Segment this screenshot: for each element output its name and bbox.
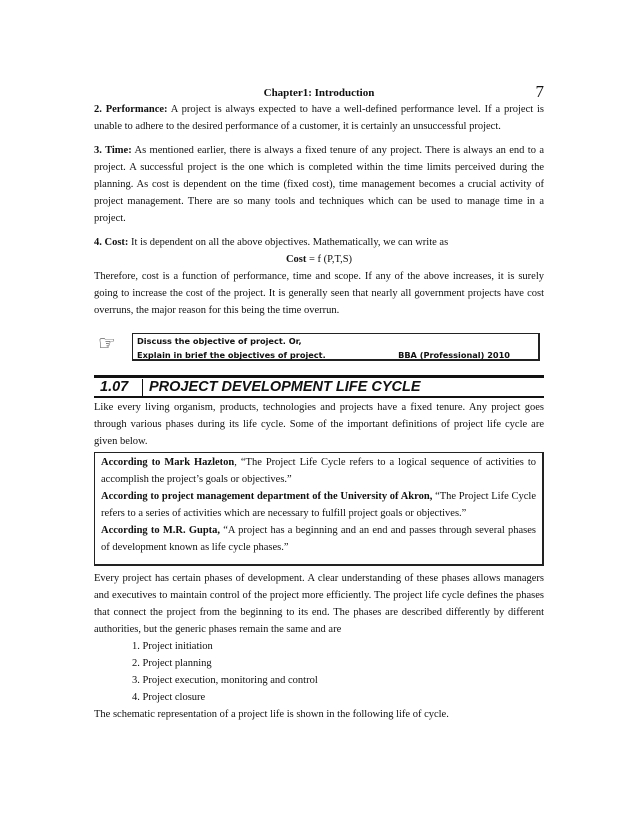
cost-text: It is dependent on all the above objectives. Mathematically, we can write as bbox=[128, 237, 449, 248]
question-line-1: Discuss the objective of project. Or, bbox=[137, 336, 302, 346]
definition-item bbox=[101, 522, 536, 556]
phases-intro: Every project has certain phases of development. A clear understanding of these phases allows managers and executives to maintain control of the project more efficiently. The project life cycle defines the phases that connect the project from the beginning to its end. The phases are described differently by different authorities, but the generic phases remain the same and are bbox=[94, 573, 544, 635]
list-item: 3. Project execution, monitoring and control bbox=[132, 675, 318, 686]
performance-paragraph bbox=[94, 101, 544, 135]
list-item: 1. Project initiation bbox=[132, 641, 213, 652]
section-rule-top bbox=[94, 375, 544, 378]
phases-list bbox=[94, 638, 544, 706]
objectives-block bbox=[94, 101, 544, 319]
cost-followup-paragraph: Therefore, cost is a function of performance, time and scope. If any of the above increases, it is surely going to increase the cost of the project. It is generally seen that nearly all government projects have cost overruns, the major reason for this being the time overrun. bbox=[94, 271, 544, 316]
time-text: As mentioned earlier, there is always a fixed tenure of any project. There is always an end to a project. A successful project is the one which is completed within the time limits perceived during the planning. As cost is dependent on the time (fixed cost), time management becomes a crucial activity of project management. There are so many tools and techniques which can be used to manage time in a project. bbox=[94, 145, 544, 224]
section-rule-bottom bbox=[94, 396, 544, 398]
time-label: 3. Time: bbox=[94, 145, 132, 156]
definition-item bbox=[101, 454, 536, 488]
cost-formula bbox=[94, 251, 544, 268]
section-divider bbox=[142, 379, 143, 396]
time-paragraph bbox=[94, 142, 544, 227]
cost-label: 4. Cost: bbox=[94, 237, 129, 248]
performance-label: 2. Performance: bbox=[94, 104, 168, 115]
definition-text: , “The Project Life Cycle refers to a logical sequence of activities to accomplish the project’s goals or objectives.” bbox=[101, 457, 536, 485]
page-number: 7 bbox=[535, 82, 544, 101]
definition-text: “The Project Life Cycle refers to a series of activities which are necessary to fulfill project goals or objectives.” bbox=[101, 491, 536, 519]
question-box bbox=[132, 333, 540, 361]
definition-item bbox=[101, 488, 536, 522]
definition-author: According to M.R. Gupta, bbox=[101, 525, 221, 536]
definition-author: According to project management department of the University of Akron, bbox=[101, 491, 433, 502]
formula-expression: = f (P,T,S) bbox=[306, 254, 353, 265]
cost-paragraph bbox=[94, 234, 544, 251]
definitions-box bbox=[94, 452, 544, 566]
formula-label: Cost bbox=[285, 254, 307, 265]
definition-text: “A project has a beginning and an end and passes through several phases of development known as life cycle phases.” bbox=[101, 525, 537, 553]
phases-closing: The schematic representation of a project life is shown in the following life of cycle. bbox=[94, 709, 449, 720]
section-intro: Like every living organism, products, technologies and projects have a fixed tenure. Any project goes through various phases during its life cycle. Some of the important definitions of project life cycle are given below. bbox=[94, 402, 544, 447]
definition-author: According to Mark Hazleton bbox=[101, 457, 235, 468]
section-number: 1.07 bbox=[100, 379, 129, 395]
list-item: 2. Project planning bbox=[132, 658, 212, 669]
question-line-2-row bbox=[137, 348, 538, 362]
performance-text: A project is always expected to have a well-defined performance level. If a project is unable to adhere to the desired performance of a customer, it is certainly an unsuccessful project. bbox=[94, 104, 545, 132]
question-source: BBA (Professional) 2010 bbox=[398, 350, 510, 360]
pointing-hand-icon: ☞ bbox=[98, 331, 116, 355]
list-item: 4. Project closure bbox=[132, 692, 206, 703]
phases-block bbox=[94, 570, 544, 723]
exam-question-callout bbox=[94, 333, 544, 363]
question-line-2: Explain in brief the objectives of project. bbox=[137, 350, 326, 360]
section-title: PROJECT DEVELOPMENT LIFE CYCLE bbox=[149, 379, 421, 395]
section-heading bbox=[94, 375, 544, 399]
chapter-header: Chapter1: Introduction bbox=[263, 87, 375, 99]
